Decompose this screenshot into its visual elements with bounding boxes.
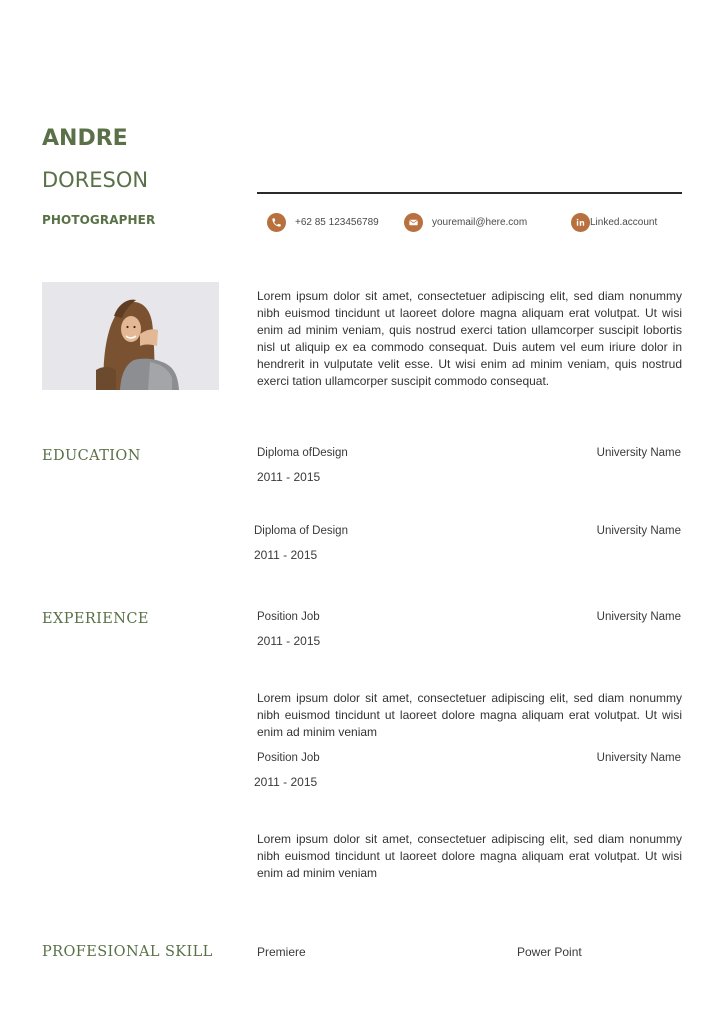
education-school: University Name xyxy=(596,525,681,537)
job-title: PHOTOGRAPHER xyxy=(42,213,156,227)
profile-photo xyxy=(42,282,219,390)
education-degree: Diploma ofDesign xyxy=(257,447,348,459)
first-name: ANDRE xyxy=(42,126,128,151)
phone-icon xyxy=(267,213,286,232)
experience-company: University Name xyxy=(596,752,681,764)
education-years: 2011 - 2015 xyxy=(257,470,321,484)
contact-phone[interactable] xyxy=(267,212,379,232)
contact-email[interactable] xyxy=(404,212,527,232)
education-years: 2011 - 2015 xyxy=(254,548,318,562)
skills-heading: PROFESIONAL SKILL xyxy=(42,944,213,960)
experience-company: University Name xyxy=(596,611,681,623)
email-icon xyxy=(404,213,423,232)
skill-item: Premiere xyxy=(257,945,306,959)
email-text: youremail@here.com xyxy=(432,216,528,228)
education-degree: Diploma of Design xyxy=(254,525,348,537)
experience-heading: EXPERIENCE xyxy=(42,611,149,627)
phone-text: +62 85 123456789 xyxy=(295,216,379,228)
last-name: DORESON xyxy=(42,168,149,192)
experience-position: Position Job xyxy=(257,611,320,623)
profile-summary: Lorem ipsum dolor sit amet, consectetuer adipiscing elit, sed diam nonummy nibh euismod tincidunt ut laoreet dolore magna aliquam erat volutpat. Ut wisi enim ad minim veniam, quis nostrud exerci tation ullamcorper suscipit lobortis nisl ut aliquip ex ea commodo consequat. Duis autem vel eum iriure dolor in hendrerit in vulputate velit esse. Ut wisi enim ad minim veniam, quis nostrud exerci tation ullamcorper suscipit commodo consequat. xyxy=(257,289,682,388)
experience-years: 2011 - 2015 xyxy=(257,634,321,648)
experience-description: Lorem ipsum dolor sit amet, consectetuer adipiscing elit, sed diam nonummy nibh euismod tincidunt ut laoreet dolore magna aliquam erat volutpat. Ut wisi enim ad minim veniam xyxy=(257,832,682,880)
experience-description: Lorem ipsum dolor sit amet, consectetuer adipiscing elit, sed diam nonummy nibh euismod tincidunt ut laoreet dolore magna aliquam erat volutpat. Ut wisi enim ad minim veniam xyxy=(257,691,682,739)
linkedin-icon xyxy=(571,213,590,232)
education-school: University Name xyxy=(596,447,681,459)
contact-linkedin[interactable] xyxy=(571,212,657,232)
skill-item: Power Point xyxy=(517,945,582,959)
experience-position: Position Job xyxy=(257,752,320,764)
header-divider xyxy=(257,192,682,194)
linkedin-text: Linked.account xyxy=(590,216,658,228)
education-heading: EDUCATION xyxy=(42,448,141,464)
experience-years: 2011 - 2015 xyxy=(254,775,318,789)
